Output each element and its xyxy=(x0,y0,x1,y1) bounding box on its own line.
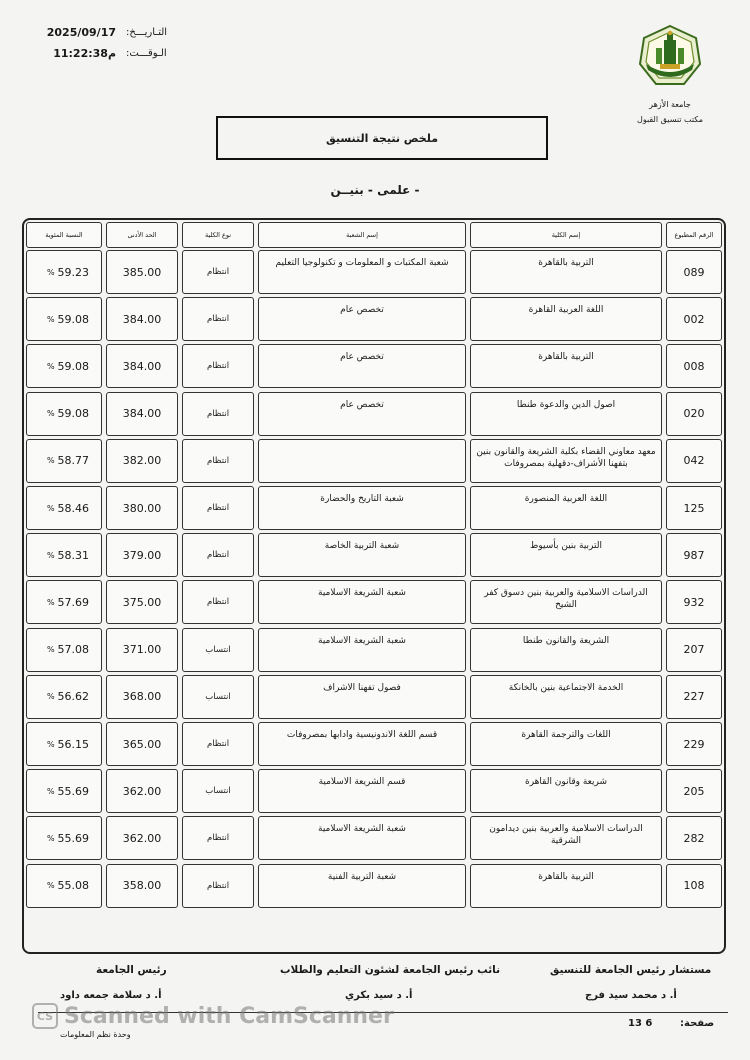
percent-value: 55.69 xyxy=(57,784,89,798)
percent-sign: % xyxy=(47,409,55,419)
cell-code: 008 xyxy=(666,344,722,388)
cell-type: انتساب xyxy=(182,769,254,813)
cell-pct xyxy=(26,297,102,341)
cell-code: 282 xyxy=(666,816,722,860)
university-branding xyxy=(630,24,710,124)
cell-type: انتساب xyxy=(182,628,254,672)
cell-pct xyxy=(26,816,102,860)
cell-type: انتظام xyxy=(182,816,254,860)
camscanner-icon: CS xyxy=(32,1003,58,1029)
percent-value: 56.15 xyxy=(57,737,89,751)
cell-code: 108 xyxy=(666,864,722,908)
cell-pct xyxy=(26,250,102,294)
cell-division: قسم اللغة الاندونيسية وادابها بمصروفات xyxy=(258,722,466,766)
cell-min: 362.00 xyxy=(106,816,178,860)
cell-type: انتظام xyxy=(182,250,254,294)
info-unit: وحدة نظم المعلومات xyxy=(60,1030,131,1039)
cell-college: التربية بالقاهرة xyxy=(470,864,662,908)
percent-sign: % xyxy=(47,550,55,560)
cell-code: 987 xyxy=(666,533,722,577)
cell-min: 379.00 xyxy=(106,533,178,577)
camscanner-text: Scanned with CamScanner xyxy=(64,1003,394,1029)
cell-college: الدراسات الاسلامية والعربية بنين ديدامون الشرقية xyxy=(470,816,662,860)
cell-min: 375.00 xyxy=(106,580,178,624)
percent-sign: % xyxy=(47,503,55,513)
cell-min: 362.00 xyxy=(106,769,178,813)
percent-sign: % xyxy=(47,267,55,277)
cell-division: شعبة المكتبات و المعلومات و تكنولوجيا التعليم xyxy=(258,250,466,294)
cell-division xyxy=(258,439,466,483)
cell-code: 229 xyxy=(666,722,722,766)
cell-pct xyxy=(26,769,102,813)
cell-college: التربية بالقاهرة xyxy=(470,344,662,388)
cell-division: شعبة الشريعة الاسلامية xyxy=(258,628,466,672)
cell-code: 089 xyxy=(666,250,722,294)
cell-college: الخدمة الاجتماعية بنين بالخانكة xyxy=(470,675,662,719)
cell-division: شعبة التربية الخاصة xyxy=(258,533,466,577)
report-title: ملخص نتيجة التنسيق xyxy=(216,116,548,160)
cell-division: شعبة التربية الفنية xyxy=(258,864,466,908)
percent-sign: % xyxy=(47,739,55,749)
time-row xyxy=(38,43,167,64)
camscanner-watermark xyxy=(32,1003,394,1029)
percent-sign: % xyxy=(47,692,55,702)
cell-college: التربية بالقاهرة xyxy=(470,250,662,294)
cell-code: 020 xyxy=(666,392,722,436)
percent-value: 57.69 xyxy=(57,595,89,609)
cell-min: 384.00 xyxy=(106,392,178,436)
cell-min: 380.00 xyxy=(106,486,178,530)
cell-type: انتظام xyxy=(182,533,254,577)
cell-pct xyxy=(26,392,102,436)
signatory-3-title: رئيس الجامعة xyxy=(96,964,167,976)
cell-division: شعبة الشريعة الاسلامية xyxy=(258,580,466,624)
percent-sign: % xyxy=(47,361,55,371)
percent-sign: % xyxy=(47,786,55,796)
cell-type: انتظام xyxy=(182,486,254,530)
office-name: مكتب تنسيق القبول xyxy=(637,115,703,124)
cell-pct xyxy=(26,439,102,483)
cell-type: انتظام xyxy=(182,580,254,624)
cell-code: 125 xyxy=(666,486,722,530)
col-header-division: إسم الشعبة xyxy=(258,222,466,248)
cell-min: 384.00 xyxy=(106,344,178,388)
date-row xyxy=(38,22,167,43)
cell-type: انتظام xyxy=(182,439,254,483)
cell-code: 932 xyxy=(666,580,722,624)
signatory-1-title: مستشار رئيس الجامعة للتنسيق xyxy=(550,964,712,976)
col-header-college: إسم الكلية xyxy=(470,222,662,248)
cell-code: 207 xyxy=(666,628,722,672)
cell-division: تخصص عام xyxy=(258,392,466,436)
percent-sign: % xyxy=(47,645,55,655)
time-label: الـوقـــت: xyxy=(126,48,167,59)
cell-min: 365.00 xyxy=(106,722,178,766)
cell-code: 205 xyxy=(666,769,722,813)
cell-code: 042 xyxy=(666,439,722,483)
signatory-2-title: نائب رئيس الجامعة لشئون التعليم والطلاب xyxy=(280,964,501,976)
signatory-2-name: أ. د سيد بكري xyxy=(345,990,413,1001)
date-label: التـاريـــخ: xyxy=(126,27,168,38)
percent-value: 59.08 xyxy=(57,407,89,421)
cell-min: 385.00 xyxy=(106,250,178,294)
percent-value: 56.62 xyxy=(57,690,89,704)
cell-division: قسم الشريعة الاسلامية xyxy=(258,769,466,813)
cell-pct xyxy=(26,722,102,766)
percent-value: 57.08 xyxy=(57,643,89,657)
percent-value: 59.08 xyxy=(57,359,89,373)
cell-min: 371.00 xyxy=(106,628,178,672)
cell-code: 227 xyxy=(666,675,722,719)
print-time: 11:22:38م xyxy=(53,47,116,60)
col-header-pct: النسبة المئوية xyxy=(26,222,102,248)
cell-college: اللغة العربية القاهرة xyxy=(470,297,662,341)
cell-division: شعبة التاريخ والحضارة xyxy=(258,486,466,530)
cell-type: انتظام xyxy=(182,864,254,908)
percent-sign: % xyxy=(47,881,55,891)
cell-min: 382.00 xyxy=(106,439,178,483)
cell-college: الشريعة والقانون طنطا xyxy=(470,628,662,672)
signatory-3-name: أ. د سلامة جمعه داود xyxy=(60,990,162,1001)
cell-college: شريعة وقانون القاهرة xyxy=(470,769,662,813)
percent-value: 59.23 xyxy=(57,265,89,279)
cell-division: تخصص عام xyxy=(258,344,466,388)
percent-sign: % xyxy=(47,833,55,843)
cell-college: اللغات والترجمة القاهرة xyxy=(470,722,662,766)
cell-min: 368.00 xyxy=(106,675,178,719)
page-number: 13 6 xyxy=(628,1018,653,1029)
signatory-1-name: أ. د محمد سيد فرج xyxy=(585,990,677,1001)
cell-college: الدراسات الاسلامية والعربية بنين دسوق كفر الشيخ xyxy=(470,580,662,624)
percent-value: 55.69 xyxy=(57,831,89,845)
percent-sign: % xyxy=(47,314,55,324)
percent-value: 58.46 xyxy=(57,501,89,515)
cell-pct xyxy=(26,580,102,624)
percent-sign: % xyxy=(47,597,55,607)
cell-college: معهد معاوني القضاء بكلية الشريعة والقانون بنين بتفهنا الأشراف-دقهلية بمصروفات xyxy=(470,439,662,483)
percent-value: 58.77 xyxy=(57,454,89,468)
col-header-code: الرقم المطبوع xyxy=(666,222,722,248)
cell-min: 358.00 xyxy=(106,864,178,908)
cell-pct xyxy=(26,675,102,719)
report-subtitle: - علمى - بنيــن xyxy=(330,183,420,197)
cell-division: شعبة الشريعة الاسلامية xyxy=(258,816,466,860)
cell-pct xyxy=(26,628,102,672)
cell-division: تخصص عام xyxy=(258,297,466,341)
cell-college: اللغة العربية المنصورة xyxy=(470,486,662,530)
cell-pct xyxy=(26,344,102,388)
university-name: جامعة الأزهر xyxy=(649,100,691,109)
cell-type: انتظام xyxy=(182,297,254,341)
percent-value: 55.08 xyxy=(57,879,89,893)
cell-pct xyxy=(26,533,102,577)
percent-sign: % xyxy=(47,456,55,466)
col-header-min: الحد الأدنى xyxy=(106,222,178,248)
col-header-type: نوع الكلية xyxy=(182,222,254,248)
cell-college: اصول الدين والدعوة طنطا xyxy=(470,392,662,436)
cell-college: التربية بنين بأسيوط xyxy=(470,533,662,577)
cell-type: انتظام xyxy=(182,392,254,436)
percent-value: 58.31 xyxy=(57,548,89,562)
cell-pct xyxy=(26,486,102,530)
cell-type: انتظام xyxy=(182,722,254,766)
print-meta xyxy=(38,22,167,64)
cell-division: فصول تفهنا الاشراف xyxy=(258,675,466,719)
print-date: 2025/09/17 xyxy=(46,26,116,39)
cell-type: انتظام xyxy=(182,344,254,388)
percent-value: 59.08 xyxy=(57,312,89,326)
al-azhar-logo-icon xyxy=(638,24,702,88)
page-label: صفحة: xyxy=(680,1018,715,1029)
cell-type: انتساب xyxy=(182,675,254,719)
cell-pct xyxy=(26,864,102,908)
cell-min: 384.00 xyxy=(106,297,178,341)
cell-code: 002 xyxy=(666,297,722,341)
